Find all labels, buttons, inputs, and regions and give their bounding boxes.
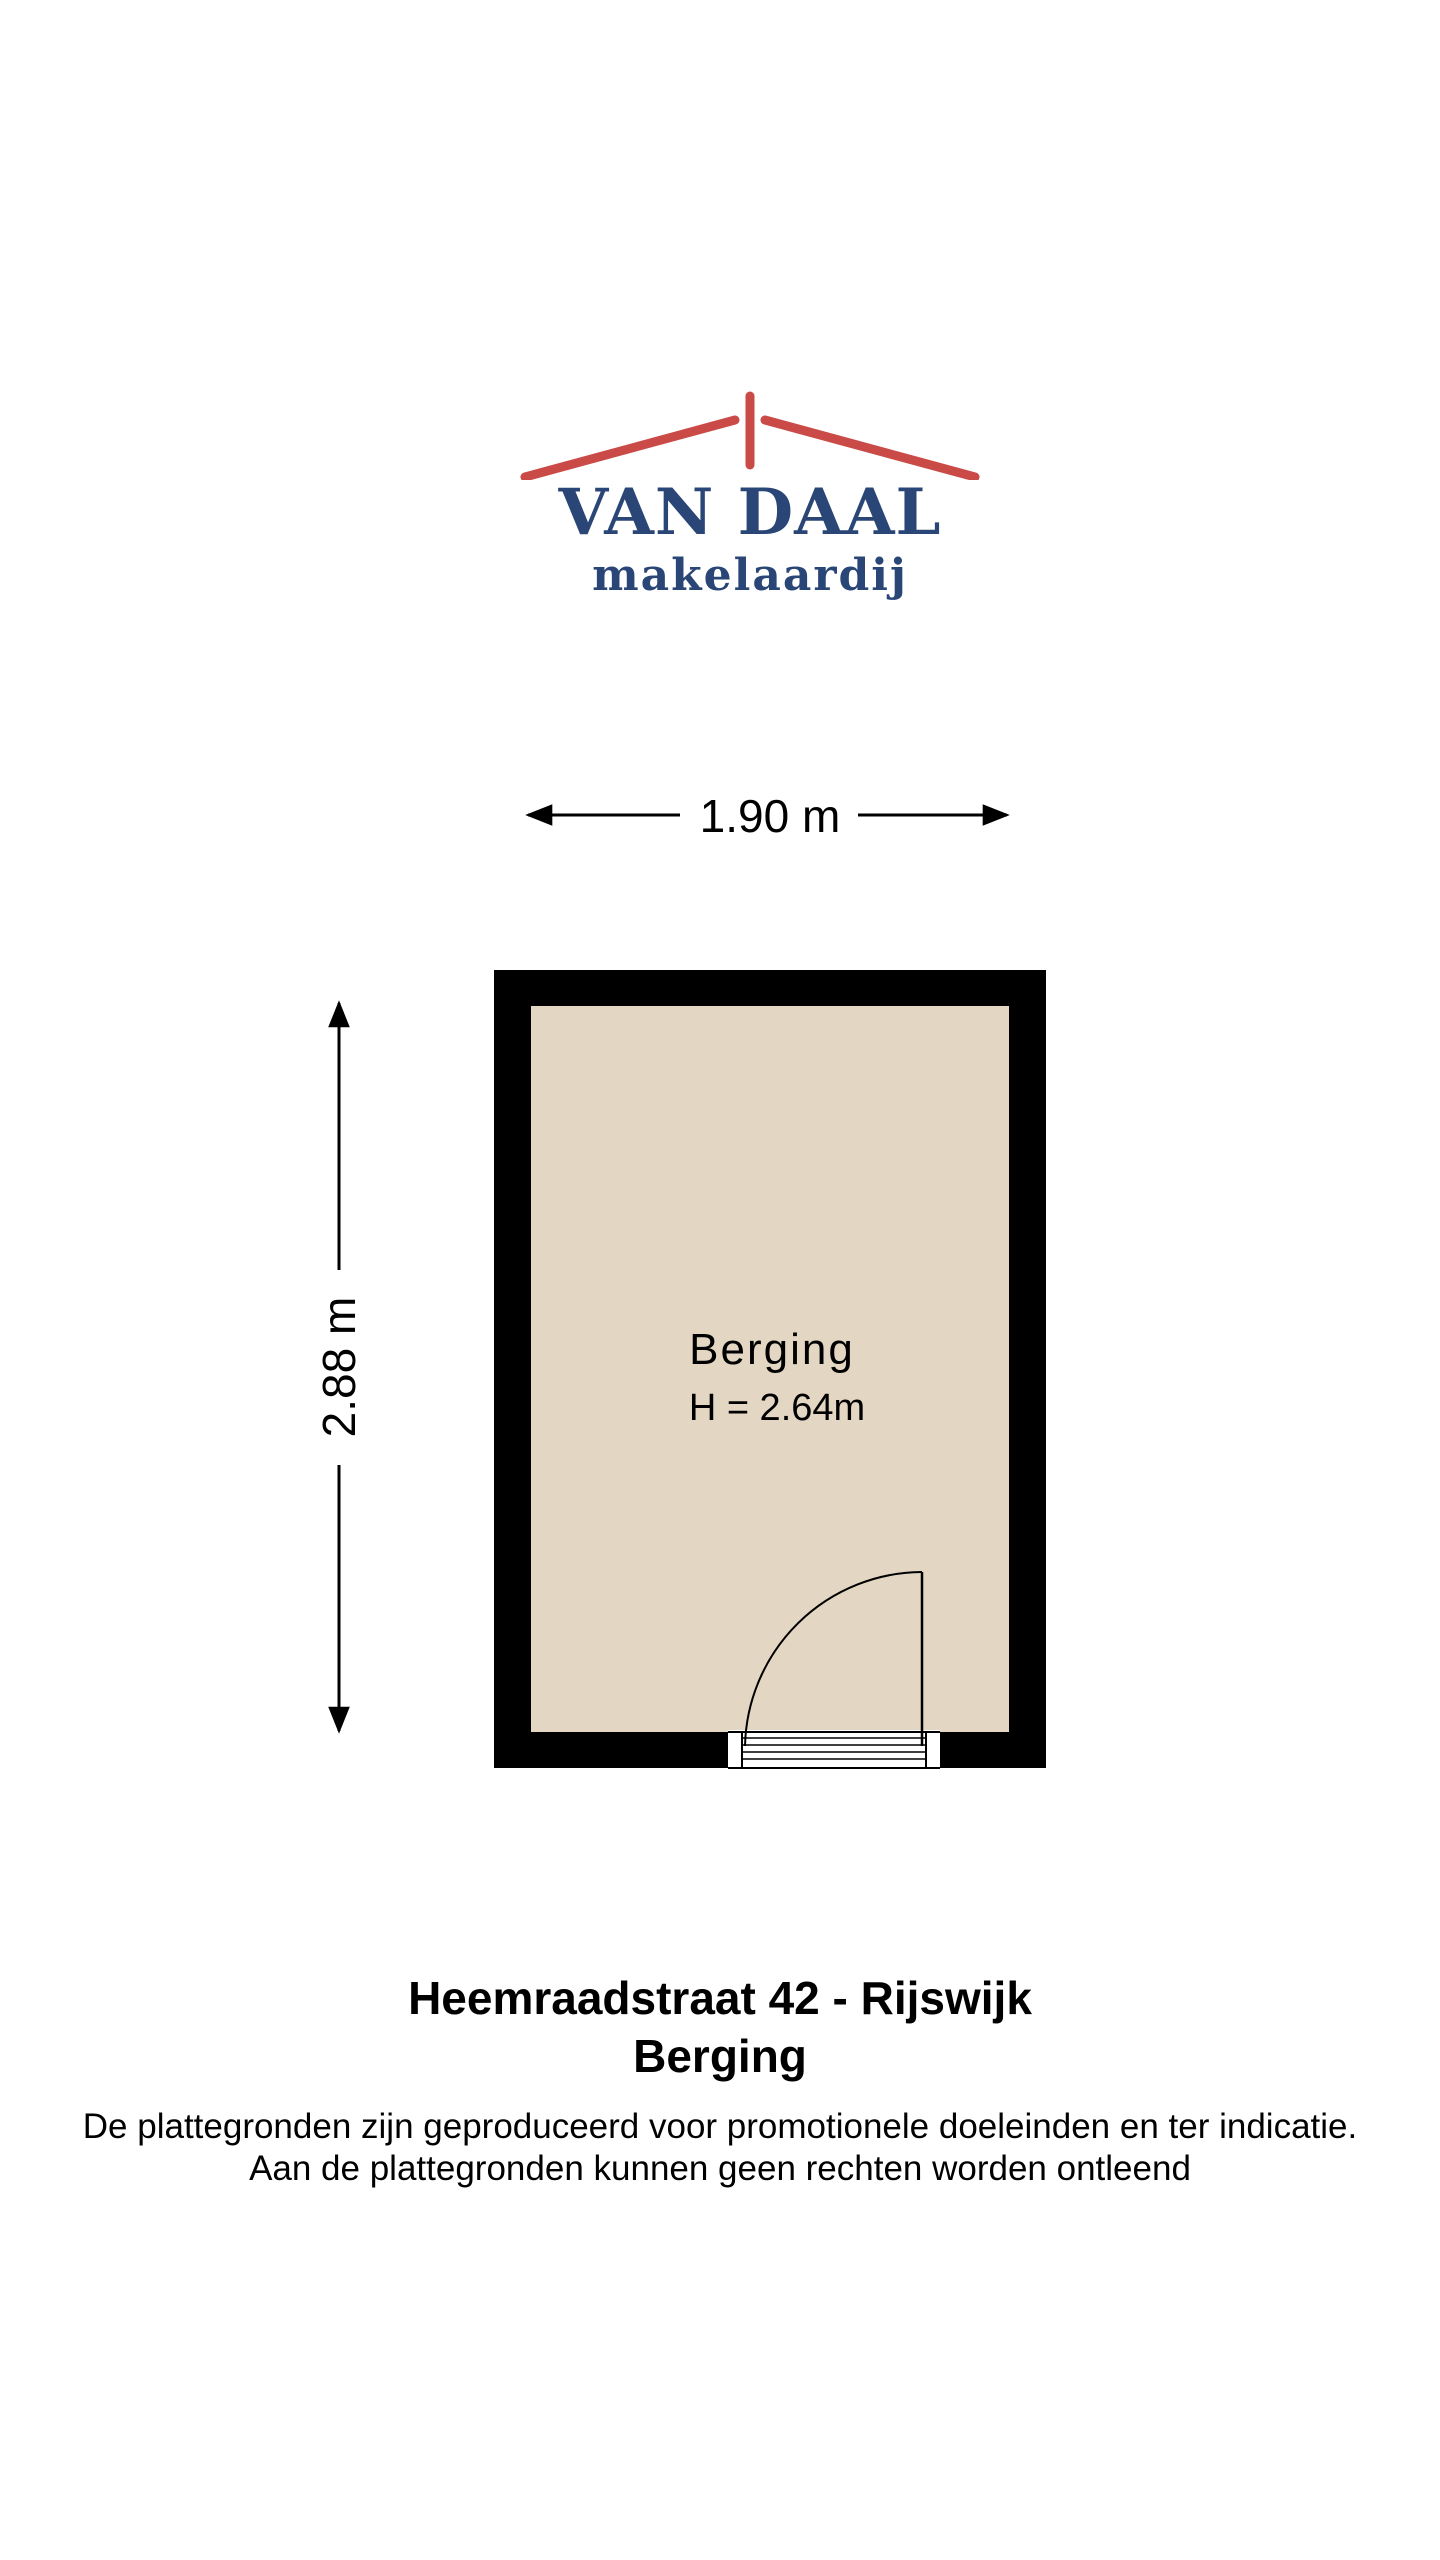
disclaimer-line-1: De plattegronden zijn geproduceerd voor promotionele doeleinden en ter indicatie. (82, 2107, 1358, 2146)
depth-label: 2.88 m (313, 1296, 365, 1438)
logo-text-sub: makelaardij (592, 550, 908, 601)
address-title: Heemraadstraat 42 - Rijswijk (408, 1972, 1032, 2024)
disclaimer-line-2: Aan de plattegronden kunnen geen rechten worden ontleend (249, 2149, 1191, 2188)
room-height: H = 2.64m (688, 1387, 866, 1429)
depth-dimension (313, 1003, 365, 1731)
width-dimension (528, 790, 1007, 842)
floor-subtitle: Berging (633, 2030, 807, 2082)
width-label: 1.90 m (699, 790, 841, 842)
logo-text-main: VAN DAAL (558, 475, 942, 550)
room-name: Berging (689, 1325, 855, 1374)
